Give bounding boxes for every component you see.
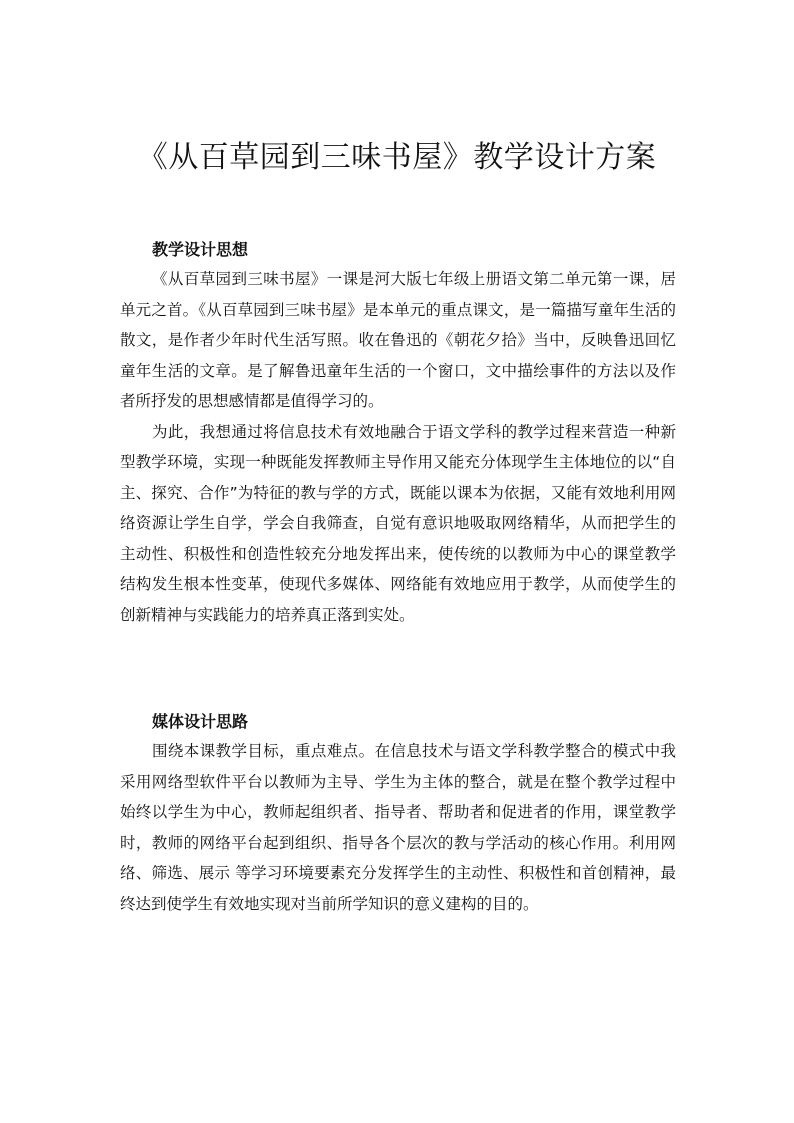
- paragraph: 围绕本课教学目标，重点难点。在信息技术与语文学科教学整合的模式中我采用网络型软件平台以教师为主导、学生为主体的整合，就是在整个教学过程中始终以学生为中心，教师起组织者、指导者、帮助者和促进者的作用，课堂教学时，教师的网络平台起到组织、指导各个层次的教与学活动的核心作用。利用网络、筛选、展示 等学习环境要素充分发挥学生的主动性、积极性和首创精神，最终达到使学生有效地实现对当前所学知识的意义建构的目的。: [120, 742, 676, 913]
- section-heading: 媒体设计思路: [152, 712, 249, 731]
- paragraph: 为此，我想通过将信息技术有效地融合于语文学科的教学过程来营造一种新型教学环境，实现一种既能发挥教师主导作用又能充分体现学生主体地位的以“自主、探究、合作”为特征的教与学的方式，既能以课本为依据，又能有效地利用网络资源让学生自学，学会自我筛查，自觉有意识地吸取网络精华，从而把学生的主动性、积极性和创造性较充分地发挥出来，使传统的以教师为中心的课堂教学结构发生根本性变革，使现代多媒体、网络能有效地应用于教学，从而使学生的创新精神与实践能力的培养真正落到实处。: [120, 422, 676, 624]
- section-heading: 教学设计思想: [152, 240, 249, 259]
- document-title: 《从百草园到三味书屋》教学设计方案: [137, 140, 657, 175]
- section-design-philosophy: [120, 236, 676, 630]
- section-media-design: [120, 708, 676, 919]
- paragraph: 《从百草园到三味书屋》一课是河大版七年级上册语文第二单元第一课，居单元之首。《从百草园到三味书屋》是本单元的重点课文，是一篇描写童年生活的散文，是作者少年时代生活写照。收在鲁迅的《朝花夕拾》当中，反映鲁迅回忆童年生活的文章。是了解鲁迅童年生活的一个窗口，文中描绘事件的方法以及作者所抒发的思想感情都是值得学习的。: [120, 270, 676, 410]
